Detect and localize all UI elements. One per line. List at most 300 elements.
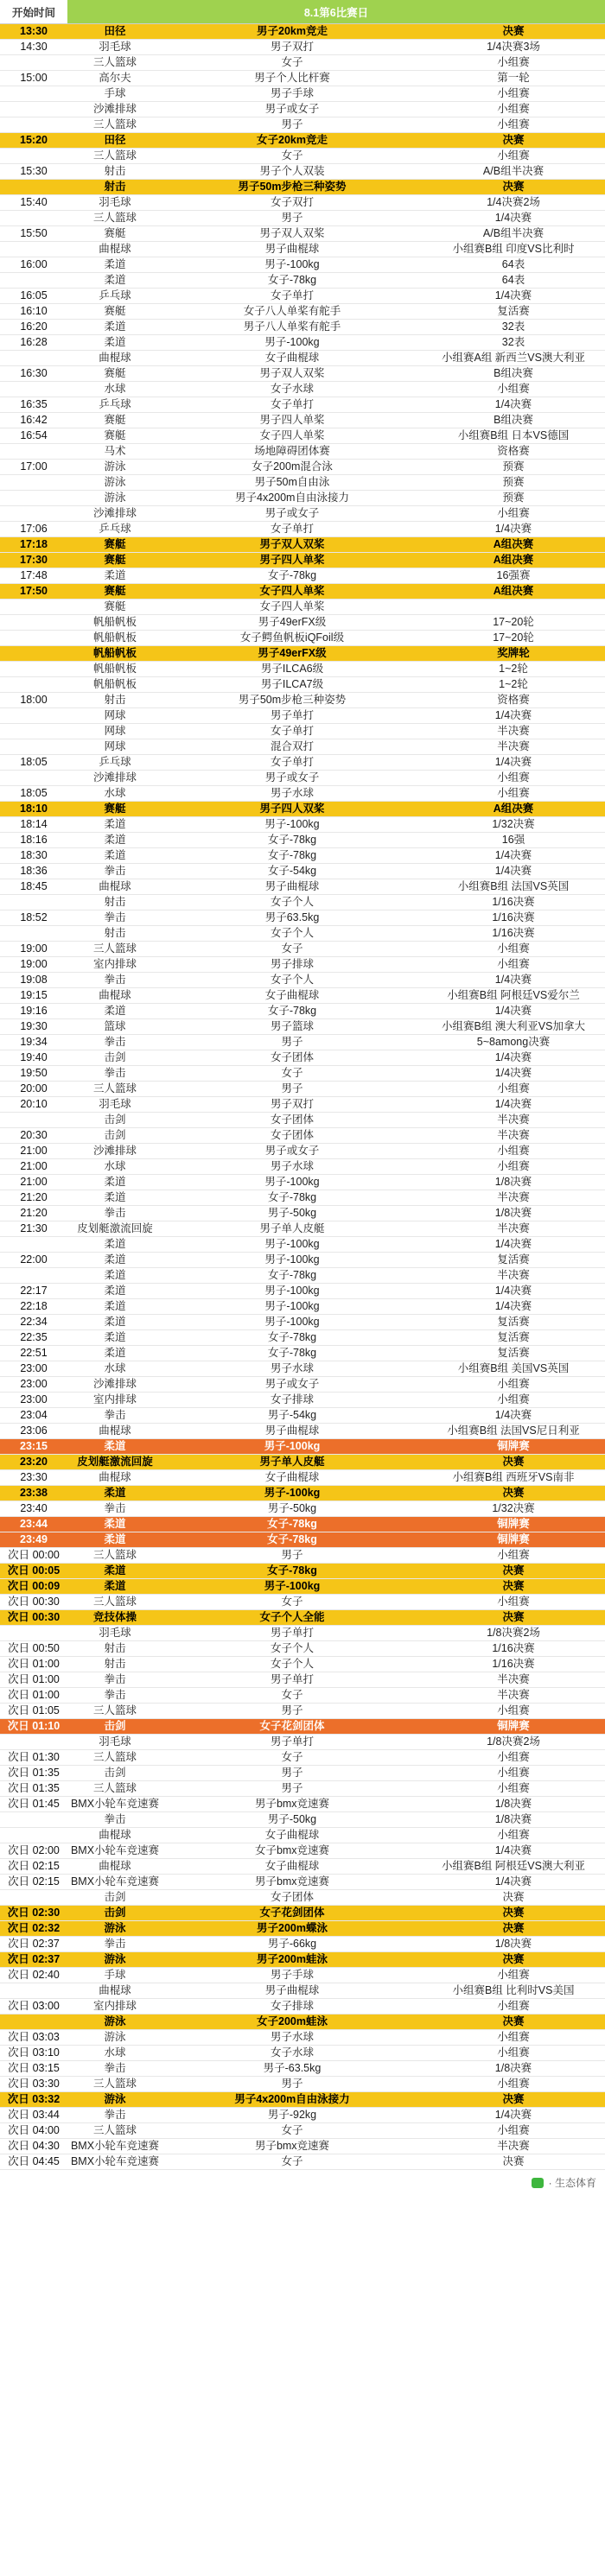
- row-time: 23:00: [0, 1361, 67, 1377]
- row-sport: 帆船帆板: [67, 662, 162, 677]
- row-round: 半决赛: [422, 739, 605, 755]
- table-row: [0, 1159, 605, 1175]
- row-sport: 击剑: [67, 1766, 162, 1781]
- table-row: [0, 1190, 605, 1206]
- row-event: 女子个人: [162, 973, 422, 988]
- table-row: [0, 304, 605, 320]
- row-sport: 柔道: [67, 1439, 162, 1455]
- row-event: 男子曲棍球: [162, 879, 422, 895]
- table-row: [0, 1517, 605, 1532]
- row-time: [0, 491, 67, 506]
- row-event: 女子: [162, 1595, 422, 1610]
- row-time: 次日 01:35: [0, 1781, 67, 1797]
- row-sport: 击剑: [67, 1050, 162, 1066]
- table-row: [0, 2077, 605, 2092]
- table-row: [0, 1284, 605, 1299]
- row-event: 女子: [162, 942, 422, 957]
- row-sport: 柔道: [67, 1579, 162, 1595]
- row-sport: 三人篮球: [67, 1595, 162, 1610]
- row-round: 小组赛: [422, 1159, 605, 1175]
- row-event: 女子四人单桨: [162, 584, 422, 600]
- table-row: [0, 693, 605, 708]
- row-time: [0, 708, 67, 724]
- row-time: 次日 03:03: [0, 2030, 67, 2046]
- row-sport: 三人篮球: [67, 1082, 162, 1097]
- row-time: 18:16: [0, 833, 67, 848]
- row-sport: 游泳: [67, 2030, 162, 2046]
- row-event: 男子-50kg: [162, 1501, 422, 1517]
- table-row: [0, 1330, 605, 1346]
- table-row: [0, 366, 605, 382]
- row-time: [0, 180, 67, 195]
- schedule-table: [0, 24, 605, 2170]
- row-event: 男子200m蝶泳: [162, 1921, 422, 1937]
- table-row: [0, 973, 605, 988]
- row-round: 小组赛: [422, 149, 605, 164]
- row-sport: 沙滩排球: [67, 771, 162, 786]
- table-row: [0, 1875, 605, 1890]
- row-round: 奖牌轮: [422, 646, 605, 662]
- row-round: 1/4决赛: [422, 397, 605, 413]
- row-event: 女子曲棍球: [162, 1859, 422, 1875]
- table-row: [0, 802, 605, 817]
- row-event: 男子-100kg: [162, 1579, 422, 1595]
- row-time: 21:00: [0, 1159, 67, 1175]
- table-row: [0, 1532, 605, 1548]
- row-event: 男子ILCA7级: [162, 677, 422, 693]
- table-row: [0, 1859, 605, 1875]
- table-row: [0, 2108, 605, 2123]
- row-round: 预赛: [422, 475, 605, 491]
- row-time: 18:05: [0, 755, 67, 771]
- row-event: 女子-78kg: [162, 1268, 422, 1284]
- row-sport: BMX小轮车竞速赛: [67, 2139, 162, 2154]
- row-time: 17:30: [0, 553, 67, 568]
- row-event: 女子单打: [162, 724, 422, 739]
- row-event: 男子曲棍球: [162, 242, 422, 257]
- row-round: 半决赛: [422, 1128, 605, 1144]
- row-time: 次日 01:30: [0, 1750, 67, 1766]
- row-time: [0, 600, 67, 615]
- table-row: [0, 117, 605, 133]
- table-row: [0, 910, 605, 926]
- row-event: 男子50m步枪三种姿势: [162, 693, 422, 708]
- row-sport: 柔道: [67, 1299, 162, 1315]
- row-event: 女子-54kg: [162, 864, 422, 879]
- row-event: 男子4x200m自由泳接力: [162, 2092, 422, 2108]
- table-row: [0, 2061, 605, 2077]
- row-round: 1/4决赛: [422, 1284, 605, 1299]
- row-sport: 网球: [67, 724, 162, 739]
- row-time: 19:30: [0, 1019, 67, 1035]
- row-time: [0, 1828, 67, 1843]
- row-sport: 曲棍球: [67, 242, 162, 257]
- row-time: 次日 04:30: [0, 2139, 67, 2154]
- table-row: [0, 1735, 605, 1750]
- row-event: 男子或女子: [162, 1377, 422, 1393]
- table-row: [0, 1035, 605, 1050]
- header-banner: 8.1第6比赛日: [67, 0, 605, 23]
- row-event: 男子水球: [162, 786, 422, 802]
- row-event: 男子-100kg: [162, 257, 422, 273]
- table-row: [0, 2154, 605, 2170]
- row-time: 17:00: [0, 460, 67, 475]
- row-time: 次日 01:45: [0, 1797, 67, 1812]
- row-round: 复活赛: [422, 1253, 605, 1268]
- table-row: [0, 522, 605, 537]
- table-row: [0, 1812, 605, 1828]
- table-row: [0, 1828, 605, 1843]
- row-sport: 柔道: [67, 320, 162, 335]
- row-sport: 击剑: [67, 1719, 162, 1735]
- row-time: 18:00: [0, 693, 67, 708]
- row-round: B组决赛: [422, 413, 605, 428]
- row-round: 半决赛: [422, 1190, 605, 1206]
- row-sport: 拳击: [67, 1812, 162, 1828]
- row-round: 决赛: [422, 1890, 605, 1906]
- row-time: 17:50: [0, 584, 67, 600]
- row-round: 1/16决赛: [422, 926, 605, 942]
- row-round: 决赛: [422, 1579, 605, 1595]
- table-row: [0, 1626, 605, 1641]
- row-sport: 帆船帆板: [67, 615, 162, 631]
- table-row: [0, 2030, 605, 2046]
- row-round: 5~8among决赛: [422, 1035, 605, 1050]
- row-event: 女子曲棍球: [162, 1828, 422, 1843]
- row-event: 男子49erFX级: [162, 646, 422, 662]
- table-row: [0, 1113, 605, 1128]
- row-time: 次日 03:30: [0, 2077, 67, 2092]
- row-event: 男子-100kg: [162, 1175, 422, 1190]
- row-round: 小组赛: [422, 1377, 605, 1393]
- row-sport: 皮划艇激流回旋: [67, 1455, 162, 1470]
- row-time: 21:20: [0, 1206, 67, 1221]
- row-round: 小组赛: [422, 771, 605, 786]
- row-sport: 射击: [67, 164, 162, 180]
- row-event: 女子个人: [162, 895, 422, 910]
- row-event: 男子ILCA6级: [162, 662, 422, 677]
- row-sport: 马术: [67, 444, 162, 460]
- row-time: 20:30: [0, 1128, 67, 1144]
- row-time: [0, 1268, 67, 1284]
- row-time: 16:30: [0, 366, 67, 382]
- row-time: [0, 211, 67, 226]
- row-sport: 柔道: [67, 1486, 162, 1501]
- row-time: 次日 01:05: [0, 1704, 67, 1719]
- row-event: 男子双人双桨: [162, 537, 422, 553]
- table-row: [0, 1641, 605, 1657]
- row-event: 男子单打: [162, 1735, 422, 1750]
- row-event: 女子单打: [162, 289, 422, 304]
- row-time: [0, 149, 67, 164]
- row-round: 1/4决赛: [422, 1004, 605, 1019]
- row-sport: 乒乓球: [67, 755, 162, 771]
- row-round: A/B组半决赛: [422, 164, 605, 180]
- row-time: 16:54: [0, 428, 67, 444]
- row-round: 小组赛: [422, 957, 605, 973]
- row-event: 男子-50kg: [162, 1206, 422, 1221]
- table-row: [0, 1750, 605, 1766]
- row-sport: 室内排球: [67, 1999, 162, 2014]
- table-row: [0, 1175, 605, 1190]
- table-row: [0, 1610, 605, 1626]
- row-event: 男子: [162, 2077, 422, 2092]
- row-sport: 曲棍球: [67, 1470, 162, 1486]
- row-event: 女子花剑团体: [162, 1719, 422, 1735]
- table-row: [0, 1004, 605, 1019]
- footer-text: · 生态体育: [548, 2177, 596, 2189]
- row-time: 22:00: [0, 1253, 67, 1268]
- row-time: 次日 01:00: [0, 1672, 67, 1688]
- row-sport: 赛艇: [67, 537, 162, 553]
- table-row: [0, 382, 605, 397]
- row-time: 21:20: [0, 1190, 67, 1206]
- row-time: 23:49: [0, 1532, 67, 1548]
- row-round: 决赛: [422, 24, 605, 40]
- table-row: [0, 149, 605, 164]
- table-row: [0, 1144, 605, 1159]
- row-sport: 手球: [67, 1968, 162, 1983]
- row-round: 决赛: [422, 133, 605, 149]
- row-round: 小组赛: [422, 117, 605, 133]
- row-event: 女子单打: [162, 397, 422, 413]
- row-time: 18:45: [0, 879, 67, 895]
- row-event: 男子20km竞走: [162, 24, 422, 40]
- row-time: [0, 382, 67, 397]
- row-sport: 赛艇: [67, 226, 162, 242]
- table-row: [0, 1237, 605, 1253]
- row-round: 1/8决赛: [422, 1812, 605, 1828]
- row-time: 次日 03:00: [0, 1999, 67, 2014]
- row-time: [0, 2014, 67, 2030]
- row-sport: 射击: [67, 1657, 162, 1672]
- row-event: 女子-78kg: [162, 1346, 422, 1361]
- row-event: 男子: [162, 1035, 422, 1050]
- row-round: 小组赛B组 美国VS英国: [422, 1361, 605, 1377]
- table-row: [0, 351, 605, 366]
- row-round: A/B组半决赛: [422, 226, 605, 242]
- row-round: 1/8决赛: [422, 1797, 605, 1812]
- row-time: 次日 00:05: [0, 1564, 67, 1579]
- row-sport: 竞技体操: [67, 1610, 162, 1626]
- table-row: [0, 957, 605, 973]
- table-row: [0, 1206, 605, 1221]
- row-time: [0, 739, 67, 755]
- row-sport: 三人篮球: [67, 1704, 162, 1719]
- row-event: 男子-100kg: [162, 1439, 422, 1455]
- row-round: 半决赛: [422, 2139, 605, 2154]
- row-sport: 水球: [67, 786, 162, 802]
- row-round: 1/8决赛: [422, 1206, 605, 1221]
- row-sport: 柔道: [67, 1315, 162, 1330]
- row-round: 决赛: [422, 2154, 605, 2170]
- row-round: 1/4决赛: [422, 1050, 605, 1066]
- row-time: 15:20: [0, 133, 67, 149]
- row-time: 23:20: [0, 1455, 67, 1470]
- table-row: [0, 320, 605, 335]
- row-round: 32表: [422, 335, 605, 351]
- row-event: 男子-100kg: [162, 1486, 422, 1501]
- table-row: [0, 1470, 605, 1486]
- table-row: [0, 677, 605, 693]
- row-event: 男子单打: [162, 1672, 422, 1688]
- row-event: 女子单打: [162, 755, 422, 771]
- row-sport: 水球: [67, 1361, 162, 1377]
- table-row: [0, 2046, 605, 2061]
- table-row: [0, 2014, 605, 2030]
- row-event: 男子或女子: [162, 506, 422, 522]
- table-row: [0, 86, 605, 102]
- row-round: 小组赛B组 西班牙VS南非: [422, 1470, 605, 1486]
- row-sport: 高尔夫: [67, 71, 162, 86]
- row-sport: BMX小轮车竞速赛: [67, 1797, 162, 1812]
- row-event: 女子: [162, 1066, 422, 1082]
- row-round: 小组赛: [422, 2030, 605, 2046]
- row-round: 小组赛A组 新西兰VS澳大利亚: [422, 351, 605, 366]
- row-event: 男子63.5kg: [162, 910, 422, 926]
- row-sport: 游泳: [67, 2014, 162, 2030]
- row-time: 19:50: [0, 1066, 67, 1082]
- row-round: 小组赛: [422, 1766, 605, 1781]
- row-round: 半决赛: [422, 1268, 605, 1284]
- row-time: 23:30: [0, 1470, 67, 1486]
- table-row: [0, 1019, 605, 1035]
- row-event: 男子: [162, 211, 422, 226]
- row-time: 次日 02:32: [0, 1921, 67, 1937]
- row-sport: 击剑: [67, 1113, 162, 1128]
- row-event: 女子个人: [162, 1657, 422, 1672]
- table-row: [0, 1921, 605, 1937]
- row-time: 次日 01:00: [0, 1688, 67, 1704]
- header-time: 开始时间: [11, 7, 55, 19]
- table-row: [0, 1486, 605, 1501]
- row-time: [0, 1812, 67, 1828]
- row-sport: 皮划艇激流回旋: [67, 1221, 162, 1237]
- row-sport: 田径: [67, 24, 162, 40]
- row-event: 女子: [162, 55, 422, 71]
- row-event: 男子: [162, 1082, 422, 1097]
- row-sport: 三人篮球: [67, 2077, 162, 2092]
- row-event: 男子四人单桨: [162, 553, 422, 568]
- row-time: 次日 03:32: [0, 2092, 67, 2108]
- table-row: [0, 1377, 605, 1393]
- row-event: 男子八人单桨有舵手: [162, 320, 422, 335]
- table-row: [0, 164, 605, 180]
- row-time: 次日 02:37: [0, 1952, 67, 1968]
- row-sport: 柔道: [67, 568, 162, 584]
- row-time: 20:00: [0, 1082, 67, 1097]
- row-sport: 游泳: [67, 1952, 162, 1968]
- row-time: 19:00: [0, 942, 67, 957]
- row-time: 15:00: [0, 71, 67, 86]
- row-time: [0, 724, 67, 739]
- row-sport: 柔道: [67, 1237, 162, 1253]
- row-round: 1/4决赛: [422, 1237, 605, 1253]
- row-round: 半决赛: [422, 1688, 605, 1704]
- row-round: 1/4决赛: [422, 1299, 605, 1315]
- row-time: 23:06: [0, 1424, 67, 1439]
- row-sport: 射击: [67, 1641, 162, 1657]
- table-row: [0, 1066, 605, 1082]
- row-time: 23:44: [0, 1517, 67, 1532]
- row-event: 男子200m蛙泳: [162, 1952, 422, 1968]
- row-event: 男子单人皮艇: [162, 1221, 422, 1237]
- table-row: [0, 2139, 605, 2154]
- row-sport: 赛艇: [67, 304, 162, 320]
- row-time: [0, 771, 67, 786]
- row-sport: 乒乓球: [67, 397, 162, 413]
- row-event: 女子曲棍球: [162, 988, 422, 1004]
- table-row: [0, 1393, 605, 1408]
- row-time: 22:17: [0, 1284, 67, 1299]
- row-event: 女子四人单桨: [162, 428, 422, 444]
- row-sport: 柔道: [67, 1284, 162, 1299]
- row-time: [0, 475, 67, 491]
- row-sport: BMX小轮车竞速赛: [67, 1843, 162, 1859]
- row-sport: 网球: [67, 739, 162, 755]
- row-time: 23:04: [0, 1408, 67, 1424]
- table-row: [0, 1299, 605, 1315]
- table-row: [0, 926, 605, 942]
- row-time: 次日 01:35: [0, 1766, 67, 1781]
- row-sport: 拳击: [67, 2108, 162, 2123]
- row-time: [0, 444, 67, 460]
- row-sport: 击剑: [67, 1128, 162, 1144]
- table-row: [0, 1439, 605, 1455]
- row-time: 18:52: [0, 910, 67, 926]
- table-row: [0, 1221, 605, 1237]
- row-event: 男子-100kg: [162, 1237, 422, 1253]
- row-round: 1/8决赛: [422, 1937, 605, 1952]
- table-row: [0, 413, 605, 428]
- row-event: 男子: [162, 117, 422, 133]
- row-event: 女子八人单桨有舵手: [162, 304, 422, 320]
- row-time: 16:35: [0, 397, 67, 413]
- row-time: [0, 242, 67, 257]
- table-row: [0, 180, 605, 195]
- table-row: [0, 786, 605, 802]
- row-round: 1/16决赛: [422, 1641, 605, 1657]
- row-sport: 柔道: [67, 1532, 162, 1548]
- row-sport: 柔道: [67, 1175, 162, 1190]
- row-event: 男子: [162, 1781, 422, 1797]
- row-time: 23:40: [0, 1501, 67, 1517]
- row-sport: 柔道: [67, 1517, 162, 1532]
- row-sport: 柔道: [67, 1330, 162, 1346]
- table-row: [0, 771, 605, 786]
- table-row: [0, 397, 605, 413]
- table-row: [0, 568, 605, 584]
- row-sport: 乒乓球: [67, 522, 162, 537]
- row-time: [0, 1983, 67, 1999]
- row-time: 16:05: [0, 289, 67, 304]
- row-round: 决赛: [422, 1610, 605, 1626]
- row-sport: 拳击: [67, 1672, 162, 1688]
- row-time: 17:48: [0, 568, 67, 584]
- row-round: 小组赛B组 阿根廷VS澳大利亚: [422, 1859, 605, 1875]
- row-round: 小组赛B组 日本VS德国: [422, 428, 605, 444]
- row-sport: 赛艇: [67, 366, 162, 382]
- row-sport: 拳击: [67, 973, 162, 988]
- row-event: 女子: [162, 1750, 422, 1766]
- row-round: 小组赛: [422, 1750, 605, 1766]
- row-event: 男子水球: [162, 2030, 422, 2046]
- row-round: 1/8决赛: [422, 1175, 605, 1190]
- row-time: 次日 02:40: [0, 1968, 67, 1983]
- row-event: 女子团体: [162, 1890, 422, 1906]
- row-round: 小组赛: [422, 2046, 605, 2061]
- row-event: 场地障碍团体赛: [162, 444, 422, 460]
